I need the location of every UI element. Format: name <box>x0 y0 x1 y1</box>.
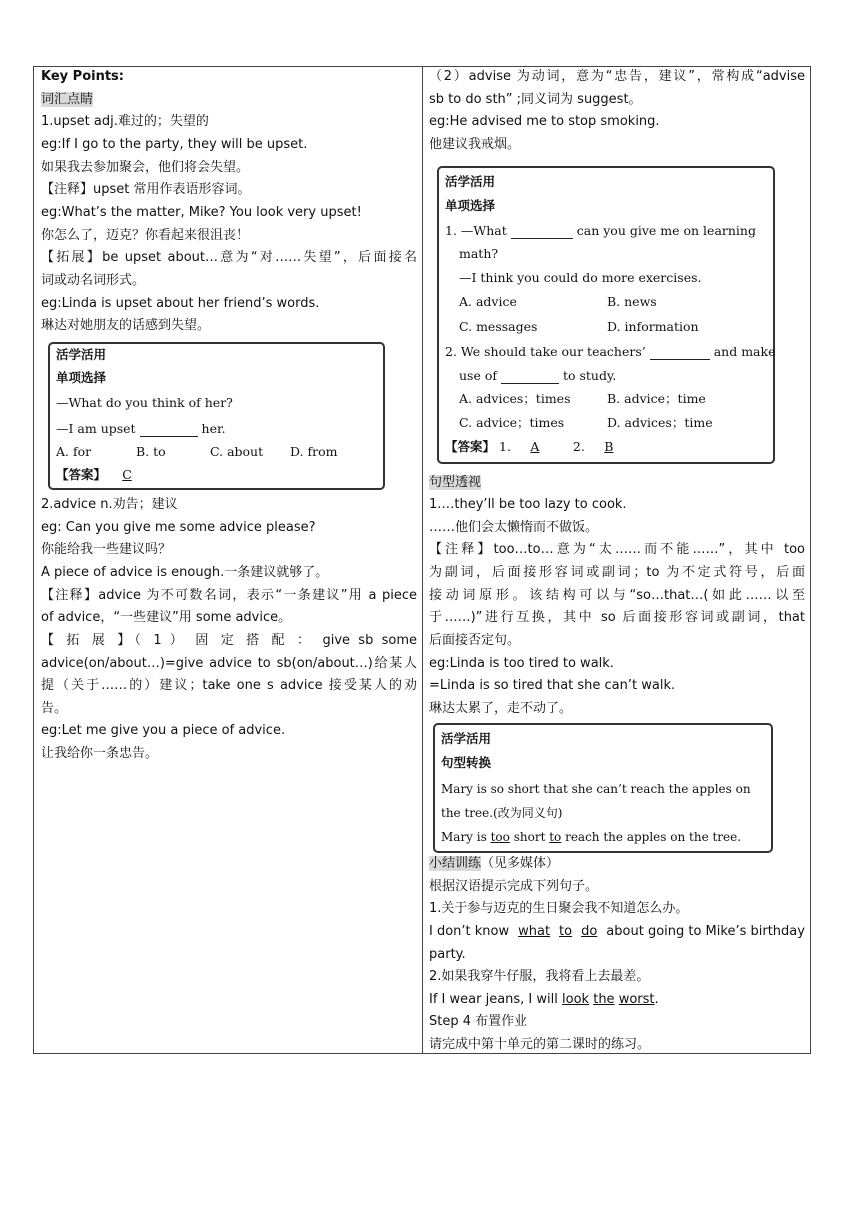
text-line: 如果我去参加聚会，他们将会失望。 <box>41 160 250 175</box>
answer-value: A <box>530 439 540 454</box>
text-line: 告。 <box>41 701 68 716</box>
text-line: 后面接否定句。 <box>429 633 521 648</box>
text-line: advice(on/about…)=give advice to sb(on/about…)给某人 <box>41 656 417 671</box>
exercise-box-3 <box>433 723 773 853</box>
question: —What do you think of her? <box>56 395 233 410</box>
sentence-heading: 句型透视 <box>429 475 482 490</box>
text-line: eg:What’s the matter, Mike? You look very upset! <box>41 205 362 220</box>
text-line: （2）advise 为动词，意为“忠告，建议”，常构成“advise <box>429 69 805 84</box>
box-subtitle: 句型转换 <box>441 755 492 770</box>
text-line: 为副词，后面接形容词或副词；to 为不定式符号，后面 <box>429 565 805 580</box>
text-line: of advice，“一些建议”用 some advice。 <box>41 610 292 625</box>
question: use of <box>459 368 497 383</box>
answer-word: do <box>581 924 598 939</box>
option-a: A. for <box>56 444 92 459</box>
text-line: 2.如果我穿牛仔服，我将看上去最差。 <box>429 969 650 984</box>
answer-value: B <box>604 439 614 454</box>
question: to study. <box>562 368 617 383</box>
answer-word: what <box>518 924 551 939</box>
option-d: D. advices；time <box>607 415 713 430</box>
option-a: A. advice <box>459 294 517 309</box>
question: can you give me on learning <box>576 223 756 238</box>
text-line: eg:He advised me to stop smoking. <box>429 114 660 129</box>
summary-note: （见多媒体） <box>481 856 560 871</box>
question: —I am upset <box>56 421 136 436</box>
text-line: 琳达对她朋友的话感到失望。 <box>41 318 211 333</box>
question: and make <box>713 344 776 359</box>
text-line: 【注释】upset 常用作表语形容词。 <box>41 182 251 197</box>
text-segment: about going to Mike’s birthday <box>606 924 805 939</box>
answer-prefix: 1. <box>499 439 511 454</box>
text-line: 琳达太累了，走不动了。 <box>429 701 573 716</box>
answer-value: C <box>122 467 132 482</box>
option-c: C. messages <box>459 319 538 334</box>
answer-sentence: short <box>513 830 546 844</box>
text-line: 1.upset adj.难过的；失望的 <box>41 114 209 129</box>
text-line: 【注释】advice 为不可数名词，表示“一条建议”用 a piece <box>41 588 417 603</box>
text-line: 根据汉语提示完成下列句子。 <box>429 879 599 894</box>
answer-blank <box>140 420 198 437</box>
question: the tree. <box>441 806 494 820</box>
text-line: A piece of advice is enough.一条建议就够了。 <box>41 565 329 580</box>
text-line: 【拓展】be upset about…意为“对……失望”，后面接名 <box>41 250 417 265</box>
text-line: 他建议我戒烟。 <box>429 137 521 152</box>
option-c: C. advice；times <box>459 415 565 430</box>
text-line: eg: Can you give me some advice please? <box>41 520 316 535</box>
answer-sentence: Mary is <box>441 830 487 844</box>
text-line: eg:Linda is upset about her friend’s words. <box>41 296 320 311</box>
question: math? <box>459 246 499 261</box>
text-line: 提（关于……的）建议；take one s advice 接受某人的劝 <box>41 678 417 693</box>
question: 2. We should take our teachers’ <box>445 344 646 359</box>
option-d: D. information <box>607 319 699 334</box>
option-b: B. news <box>607 294 657 309</box>
question: 1. —What <box>445 223 507 238</box>
answer-word: the <box>593 992 615 1007</box>
answer-word: to <box>549 830 562 844</box>
option-d: D. from <box>290 444 338 459</box>
summary-heading: 小结训练 <box>429 856 482 871</box>
option-a: A. advices；times <box>459 391 571 406</box>
instruction: (改为同义句) <box>493 806 563 820</box>
answer-label: 【答案】 <box>445 439 496 454</box>
text-line: 你怎么了，迈克？你看起来很沮丧！ <box>41 228 250 243</box>
text-line: 1.关于参与迈克的生日聚会我不知道怎么办。 <box>429 901 689 916</box>
exercise-line <box>429 923 805 941</box>
box-subtitle: 单项选择 <box>56 370 107 385</box>
question: —I think you could do more exercises. <box>459 270 702 285</box>
box-title: 活学活用 <box>56 347 107 362</box>
answer-label: 【答案】 <box>56 467 107 482</box>
text-line: 【注释】too…to…意为“太……而不能……”，其中 too <box>429 542 805 557</box>
text-line: eg:If I go to the party, they will be upset. <box>41 137 308 152</box>
text-line: 于……)”进行互换，其中 so 后面接形容词或副词，that <box>429 610 805 625</box>
text-line: 【 拓 展 】（ 1 ） 固 定 搭 配 ： give sb some <box>41 633 417 648</box>
question: her. <box>201 421 226 436</box>
step-heading: Step 4 布置作业 <box>429 1014 528 1029</box>
option-b: B. advice；time <box>607 391 706 406</box>
key-points-heading: Key Points: <box>41 69 124 84</box>
answer-blank <box>650 343 710 360</box>
answer-blank <box>511 222 573 239</box>
box-title: 活学活用 <box>445 174 496 189</box>
text-segment: I don’t know <box>429 924 510 939</box>
option-c: C. about <box>210 444 264 459</box>
text-line: =Linda is so tired that she can’t walk. <box>429 678 676 693</box>
text-line: 让我给你一条忠告。 <box>41 746 159 761</box>
text-line: 词或动名词形式。 <box>41 273 146 288</box>
answer-blank <box>501 367 559 384</box>
answer-prefix: 2. <box>572 439 585 454</box>
text-line: 2.advice n.劝告；建议 <box>41 497 178 512</box>
text-line: 请完成中第十单元的第二课时的练习。 <box>429 1037 651 1052</box>
answer-sentence: reach the apples on the tree. <box>565 830 742 844</box>
answer-word: to <box>559 924 573 939</box>
option-b: B. to <box>136 444 166 459</box>
exercise-box-1 <box>48 342 385 490</box>
exercise-box-2 <box>437 166 775 464</box>
answer-word: worst <box>618 992 655 1007</box>
text-line: 1.…they’ll be too lazy to cook. <box>429 497 627 512</box>
text-line: sb to do sth” ;同义词为 suggest。 <box>429 92 642 107</box>
text-line: eg:Linda is too tired to walk. <box>429 656 614 671</box>
question: Mary is so short that she can’t reach the apples on <box>441 782 751 796</box>
box-subtitle: 单项选择 <box>445 198 496 213</box>
text-line: ……他们会太懒惰而不做饭。 <box>429 520 599 535</box>
text-line: 你能给我一些建议吗？ <box>41 542 172 557</box>
lesson-table <box>33 66 811 1054</box>
text-line: party. <box>429 947 466 962</box>
column-divider <box>422 67 423 1053</box>
text-segment: If I wear jeans, I will <box>429 992 558 1007</box>
box-title: 活学活用 <box>441 731 492 746</box>
text-line: 接动词原形。该结构可以与“so…that…(如此……以至 <box>429 588 805 603</box>
answer-word: too <box>490 830 510 844</box>
vocab-heading: 词汇点睛 <box>41 92 94 107</box>
text-line: eg:Let me give you a piece of advice. <box>41 723 286 738</box>
text-segment: . <box>654 992 659 1007</box>
exercise-line <box>429 991 659 1009</box>
answer-word: look <box>562 992 590 1007</box>
